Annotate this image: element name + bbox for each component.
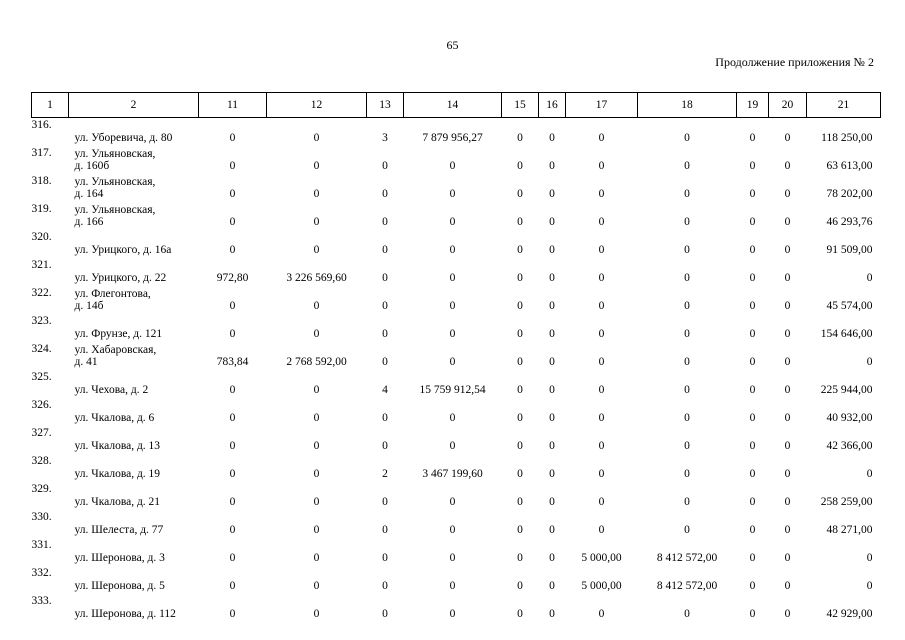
address-line: ул. Хабаровская, [74,344,157,356]
value-cell-20: 0 [784,244,791,256]
value-cell-17: 0 [598,160,605,172]
page-number: 65 [446,38,459,52]
value-cell-20: 0 [784,384,791,396]
value-cell-15: 0 [517,496,523,508]
value-cell-14: 0 [449,356,456,368]
value-cell-17: 0 [598,132,605,144]
row-number: 332. [31,567,52,579]
table-row [32,370,881,398]
value-cell-17: 0 [598,440,605,452]
value-cell-18: 0 [684,188,690,200]
value-cell-12: 0 [313,580,320,592]
address-cell [69,510,199,538]
value-cell-14: 0 [449,580,456,592]
value-cell-13: 0 [382,524,388,536]
value-cell-20: 0 [784,132,791,144]
value-cell-14: 0 [449,552,456,564]
table-row [32,538,881,566]
table-row [32,258,881,286]
value-cell-13: 0 [382,608,388,620]
value-cell-17: 0 [598,412,605,424]
address-cell [69,314,199,342]
value-cell-14: 0 [449,272,456,284]
value-cell-13: 0 [382,440,388,452]
value-cell-18: 0 [684,328,690,340]
value-cell-14: 0 [449,496,456,508]
value-cell-16: 0 [549,608,555,620]
address-line: ул. Фрунзе, д. 121 [74,328,163,340]
address-cell [69,538,199,566]
address-line: д. 164 [74,188,104,200]
value-cell-12: 0 [313,328,320,340]
row-number: 317. [31,147,52,159]
value-cell-14: 0 [449,608,456,620]
row-number: 322. [31,287,52,299]
value-cell-11: 0 [229,132,236,144]
value-cell-21: 225 944,00 [820,384,873,396]
value-cell-11: 783,84 [216,356,249,368]
value-cell-15: 0 [517,216,523,228]
table-row [32,482,881,510]
value-cell-11: 0 [229,160,236,172]
value-cell-19: 0 [749,608,756,620]
column-header: 15 [502,93,539,118]
value-cell-18: 0 [684,468,690,480]
value-cell-11: 0 [229,328,236,340]
address-line: ул. Шелеста, д. 77 [74,524,164,536]
value-cell-12: 3 226 569,60 [286,272,347,284]
value-cell-12: 0 [313,552,320,564]
value-cell-20: 0 [784,300,791,312]
value-cell-12: 0 [313,160,320,172]
value-cell-19: 0 [749,440,756,452]
value-cell-12: 0 [313,608,320,620]
address-line: д. 160б [74,160,110,172]
address-cell [69,202,199,230]
value-cell-15: 0 [517,524,523,536]
table-row [32,454,881,482]
table-row [32,174,881,202]
row-number: 330. [31,511,52,523]
table-row [32,286,881,314]
value-cell-19: 0 [749,580,756,592]
value-cell-16: 0 [549,132,555,144]
value-cell-13: 4 [382,384,388,396]
column-header: 19 [737,93,769,118]
value-cell-21: 40 932,00 [826,412,873,424]
value-cell-16: 0 [549,188,555,200]
address-line: д. 14б [74,300,104,312]
value-cell-14: 0 [449,160,456,172]
address-line: ул. Шеронова, д. 5 [74,580,165,592]
row-number: 328. [31,455,52,467]
table-row [32,510,881,538]
value-cell-18: 0 [684,300,690,312]
continuation-title: Продолжение приложения № 2 [715,55,874,69]
value-cell-16: 0 [549,496,555,508]
value-cell-19: 0 [749,496,756,508]
value-cell-17: 5 000,00 [581,552,622,564]
table-row [32,146,881,174]
row-number: 327. [31,427,52,439]
address-cell [69,370,199,398]
value-cell-13: 0 [382,552,388,564]
table-row [32,314,881,342]
value-cell-19: 0 [749,384,756,396]
value-cell-20: 0 [784,524,791,536]
value-cell-11: 0 [229,608,236,620]
value-cell-18: 0 [684,244,690,256]
value-cell-17: 0 [598,384,605,396]
value-cell-15: 0 [517,412,523,424]
column-header: 17 [566,93,638,118]
value-cell-20: 0 [784,468,791,480]
value-cell-13: 0 [382,356,388,368]
value-cell-12: 0 [313,132,320,144]
value-cell-11: 0 [229,384,236,396]
value-cell-19: 0 [749,552,756,564]
row-number: 316. [31,119,52,131]
value-cell-18: 0 [684,524,690,536]
value-cell-11: 0 [229,468,236,480]
value-cell-21: 0 [866,356,873,368]
address-line: ул. Чехова, д. 2 [74,384,149,396]
value-cell-13: 0 [382,160,388,172]
column-header: 20 [769,93,807,118]
header-row [32,93,881,118]
value-cell-13: 0 [382,496,388,508]
value-cell-14: 0 [449,412,456,424]
value-cell-18: 0 [684,384,690,396]
value-cell-20: 0 [784,496,791,508]
value-cell-21: 45 574,00 [826,300,873,312]
value-cell-17: 0 [598,356,605,368]
value-cell-15: 0 [517,272,523,284]
value-cell-14: 0 [449,188,456,200]
column-header: 16 [539,93,566,118]
address-line: ул. Шеронова, д. 112 [74,608,176,620]
address-line: д. 41 [74,356,98,368]
address-cell [69,482,199,510]
value-cell-14: 0 [449,440,456,452]
value-cell-18: 0 [684,216,690,228]
value-cell-11: 0 [229,300,236,312]
table-row [32,566,881,594]
value-cell-21: 48 271,00 [826,524,873,536]
row-number: 319. [31,203,52,215]
table-row [32,118,881,147]
row-number: 333. [31,595,52,607]
value-cell-11: 0 [229,496,236,508]
table-row [32,398,881,426]
value-cell-20: 0 [784,552,791,564]
column-header: 21 [807,93,881,118]
value-cell-21: 0 [866,552,873,564]
value-cell-19: 0 [749,272,756,284]
table-body [32,118,881,623]
value-cell-19: 0 [749,244,756,256]
address-line: ул. Чкалова, д. 19 [74,468,161,480]
appendix-table [31,92,881,622]
value-cell-15: 0 [517,300,523,312]
value-cell-18: 0 [684,272,690,284]
value-cell-20: 0 [784,188,791,200]
value-cell-17: 0 [598,524,605,536]
value-cell-20: 0 [784,160,791,172]
value-cell-16: 0 [549,552,555,564]
value-cell-11: 972,80 [216,272,249,284]
value-cell-18: 0 [684,440,690,452]
value-cell-11: 0 [229,412,236,424]
address-cell [69,146,199,174]
address-line: ул. Уборевича, д. 80 [74,132,173,144]
value-cell-11: 0 [229,244,236,256]
address-line: ул. Урицкого, д. 16а [74,244,172,256]
value-cell-21: 258 259,00 [820,496,873,508]
value-cell-12: 0 [313,412,320,424]
value-cell-20: 0 [784,328,791,340]
value-cell-15: 0 [517,384,523,396]
value-cell-13: 0 [382,300,388,312]
value-cell-13: 0 [382,216,388,228]
value-cell-12: 0 [313,244,320,256]
value-cell-21: 0 [866,580,873,592]
value-cell-16: 0 [549,216,555,228]
value-cell-21: 154 646,00 [820,328,873,340]
value-cell-13: 0 [382,412,388,424]
value-cell-19: 0 [749,328,756,340]
value-cell-15: 0 [517,440,523,452]
value-cell-19: 0 [749,188,756,200]
value-cell-15: 0 [517,356,523,368]
value-cell-12: 0 [313,300,320,312]
value-cell-20: 0 [784,272,791,284]
value-cell-16: 0 [549,328,555,340]
value-cell-13: 0 [382,244,388,256]
value-cell-14: 0 [449,216,456,228]
row-number: 323. [31,315,52,327]
value-cell-17: 0 [598,188,605,200]
value-cell-21: 63 613,00 [826,160,873,172]
address-line: ул. Ульяновская, [74,204,156,216]
column-header: 12 [267,93,367,118]
value-cell-17: 0 [598,496,605,508]
value-cell-11: 0 [229,580,236,592]
address-cell [69,342,199,370]
address-line: ул. Чкалова, д. 6 [74,412,155,424]
value-cell-18: 0 [684,160,690,172]
address-cell [69,230,199,258]
value-cell-12: 0 [313,440,320,452]
value-cell-21: 78 202,00 [826,188,873,200]
column-header: 13 [367,93,404,118]
address-line: ул. Шеронова, д. 3 [74,552,165,564]
value-cell-11: 0 [229,440,236,452]
value-cell-18: 8 412 572,00 [656,552,718,564]
value-cell-16: 0 [549,412,555,424]
row-number: 320. [31,231,52,243]
value-cell-17: 0 [598,608,605,620]
table-row [32,342,881,370]
value-cell-12: 0 [313,384,320,396]
address-cell [69,398,199,426]
value-cell-15: 0 [517,132,523,144]
value-cell-19: 0 [749,412,756,424]
address-cell [69,258,199,286]
value-cell-21: 91 509,00 [826,244,873,256]
value-cell-21: 0 [866,272,873,284]
address-line: д. 166 [74,216,104,228]
row-number: 325. [31,371,52,383]
table-row [32,426,881,454]
value-cell-17: 0 [598,272,605,284]
value-cell-12: 2 768 592,00 [286,356,347,368]
value-cell-16: 0 [549,160,555,172]
address-line: ул. Флегонтова, [74,288,151,300]
value-cell-11: 0 [229,188,236,200]
value-cell-13: 2 [382,468,388,480]
value-cell-13: 0 [382,188,388,200]
value-cell-20: 0 [784,412,791,424]
value-cell-15: 0 [517,160,523,172]
value-cell-13: 3 [382,132,388,144]
value-cell-19: 0 [749,132,756,144]
value-cell-18: 0 [684,412,690,424]
value-cell-14: 0 [449,524,456,536]
row-number: 329. [31,483,52,495]
value-cell-15: 0 [517,468,523,480]
value-cell-13: 0 [382,580,388,592]
row-number: 326. [31,399,52,411]
address-cell [69,566,199,594]
value-cell-20: 0 [784,580,791,592]
address-line: ул. Чкалова, д. 13 [74,440,161,452]
table-row [32,202,881,230]
value-cell-16: 0 [549,384,555,396]
value-cell-18: 8 412 572,00 [656,580,718,592]
value-cell-16: 0 [549,468,555,480]
value-cell-15: 0 [517,328,523,340]
value-cell-21: 118 250,00 [821,132,873,144]
table-row [32,594,881,622]
value-cell-16: 0 [549,524,555,536]
value-cell-17: 0 [598,216,605,228]
value-cell-16: 0 [549,580,555,592]
value-cell-13: 0 [382,328,388,340]
value-cell-12: 0 [313,496,320,508]
value-cell-21: 42 366,00 [826,440,873,452]
value-cell-20: 0 [784,608,791,620]
value-cell-20: 0 [784,440,791,452]
column-header: 11 [199,93,267,118]
value-cell-15: 0 [517,580,523,592]
value-cell-15: 0 [517,552,523,564]
value-cell-20: 0 [784,216,791,228]
value-cell-21: 46 293,76 [826,216,873,228]
value-cell-19: 0 [749,524,756,536]
value-cell-19: 0 [749,356,756,368]
value-cell-15: 0 [517,188,523,200]
address-cell [69,286,199,314]
value-cell-14: 3 467 199,60 [422,468,483,480]
address-cell [69,174,199,202]
value-cell-21: 42 929,00 [826,608,873,620]
value-cell-16: 0 [549,356,555,368]
address-cell [69,426,199,454]
value-cell-19: 0 [749,468,756,480]
value-cell-16: 0 [549,300,555,312]
value-cell-12: 0 [313,524,320,536]
value-cell-18: 0 [684,608,690,620]
value-cell-11: 0 [229,216,236,228]
value-cell-19: 0 [749,300,756,312]
value-cell-13: 0 [382,272,388,284]
column-header: 1 [32,93,69,118]
column-header: 18 [638,93,737,118]
row-number: 321. [31,259,52,271]
value-cell-14: 0 [449,328,456,340]
value-cell-18: 0 [684,132,690,144]
column-header: 2 [69,93,199,118]
value-cell-14: 7 879 956,27 [422,132,483,144]
value-cell-15: 0 [517,608,523,620]
value-cell-17: 0 [598,300,605,312]
value-cell-20: 0 [784,356,791,368]
value-cell-16: 0 [549,272,555,284]
address-cell [69,454,199,482]
value-cell-18: 0 [684,496,690,508]
value-cell-11: 0 [229,524,236,536]
value-cell-17: 0 [598,244,605,256]
address-cell [69,118,199,147]
value-cell-18: 0 [684,356,690,368]
value-cell-12: 0 [313,216,320,228]
value-cell-19: 0 [749,216,756,228]
value-cell-12: 0 [313,468,320,480]
value-cell-14: 0 [449,244,456,256]
value-cell-19: 0 [749,160,756,172]
address-cell [69,594,199,622]
value-cell-17: 5 000,00 [581,580,622,592]
table-row [32,230,881,258]
address-line: ул. Ульяновская, [74,176,156,188]
column-header: 14 [404,93,502,118]
address-line: ул. Урицкого, д. 22 [74,272,167,284]
value-cell-11: 0 [229,552,236,564]
value-cell-12: 0 [313,188,320,200]
value-cell-15: 0 [517,244,523,256]
value-cell-17: 0 [598,328,605,340]
value-cell-17: 0 [598,468,605,480]
row-number: 331. [31,539,52,551]
value-cell-14: 15 759 912,54 [419,384,486,396]
row-number: 324. [31,343,52,355]
row-number: 318. [31,175,52,187]
address-line: ул. Ульяновская, [74,148,156,160]
value-cell-16: 0 [549,244,555,256]
value-cell-16: 0 [549,440,555,452]
value-cell-21: 0 [866,468,873,480]
value-cell-14: 0 [449,300,456,312]
address-line: ул. Чкалова, д. 21 [74,496,161,508]
